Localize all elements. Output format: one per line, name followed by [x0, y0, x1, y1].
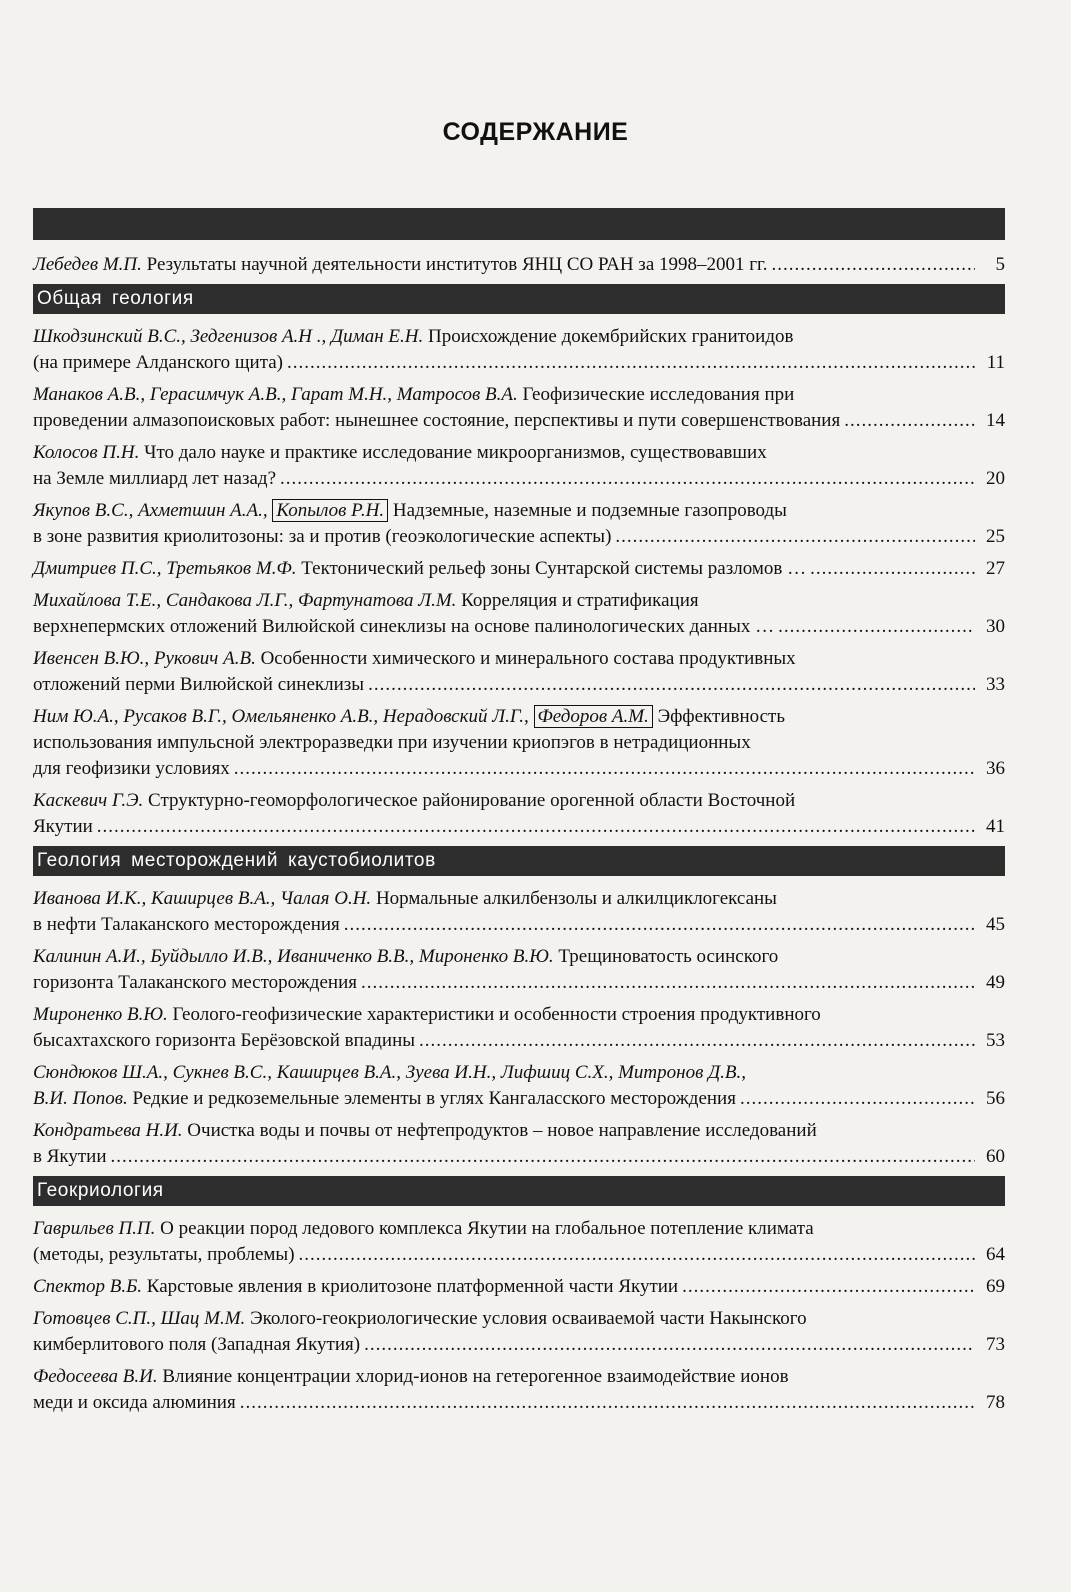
toc-entry-authors: Колосов П.Н. — [33, 442, 140, 463]
toc-entry-title: Что дало науке и практике исследование микроорганизмов, существовавших — [144, 442, 767, 463]
toc-entry[interactable] — [33, 498, 1005, 550]
toc-entry-line — [33, 1274, 1005, 1300]
toc-entry-authors: Михайлова Т.Е., Сандакова Л.Г., Фартунатова Л.М. — [33, 590, 457, 611]
table-of-contents — [33, 252, 1005, 1422]
dot-leader — [844, 408, 975, 434]
toc-entry[interactable] — [33, 1274, 1005, 1300]
toc-entry[interactable] — [33, 556, 1005, 582]
toc-entry-text — [33, 556, 806, 582]
toc-entry-authors: Каскевич Г.Э. — [33, 790, 144, 811]
toc-entry-text — [33, 466, 276, 492]
toc-entry[interactable] — [33, 440, 1005, 492]
toc-entry-text — [33, 498, 787, 524]
toc-entry-text — [33, 1060, 746, 1086]
toc-entry-title: Надземные, наземные и подземные газопроводы — [392, 500, 787, 521]
toc-entry-text — [33, 646, 796, 672]
toc-entry-authors: Ивенсен В.Ю., Рукович А.В. — [33, 648, 256, 669]
toc-entry-title: горизонта Талаканского месторождения — [33, 972, 357, 993]
toc-entry-title: Влияние концентрации хлорид-ионов на гетерогенное взаимодействие ионов — [162, 1366, 789, 1387]
toc-entry-title: О реакции пород ледового комплекса Якутии на глобальное потепление климата — [160, 1218, 814, 1239]
toc-entry-line — [33, 1242, 1005, 1268]
toc-entry-text — [33, 970, 357, 996]
toc-page-number: 60 — [986, 1146, 1005, 1167]
toc-page-number: 14 — [986, 410, 1005, 431]
toc-entry-text — [33, 1086, 736, 1112]
toc-entry-boxed-author: Копылов Р.Н. — [272, 499, 388, 522]
dot-leader — [368, 672, 975, 698]
dot-leader — [111, 1144, 976, 1170]
dot-leader — [344, 912, 975, 938]
toc-entry-line — [33, 1216, 1005, 1242]
toc-entry-boxed-author: Федоров А.М. — [534, 705, 653, 728]
toc-entry-authors: Лебедев М.П. — [33, 254, 142, 275]
toc-entry-line — [33, 1332, 1005, 1358]
section-header: Общая геология — [33, 284, 1005, 314]
toc-entry-authors: Федосеева В.И. — [33, 1366, 158, 1387]
toc-entry-title: на Земле миллиард лет назад? — [33, 468, 277, 489]
toc-entry-line — [33, 814, 1005, 840]
toc-page-number: 25 — [986, 526, 1005, 547]
toc-entry-line — [33, 252, 1005, 278]
dot-leader — [240, 1390, 975, 1416]
toc-page-number: 69 — [986, 1276, 1005, 1297]
toc-entry-title: Структурно-геоморфологическое районирование орогенной области Восточной — [148, 790, 796, 811]
toc-page-number: 56 — [986, 1088, 1005, 1109]
toc-entry-title: Эколого-геокриологические условия осваиваемой части Накынского — [250, 1308, 807, 1329]
toc-entry-line — [33, 440, 1005, 466]
toc-entry-text — [33, 1274, 678, 1300]
toc-page-number: 20 — [986, 468, 1005, 489]
toc-page-number: 36 — [986, 758, 1005, 779]
toc-page-number: 73 — [986, 1334, 1005, 1355]
toc-entry[interactable] — [33, 324, 1005, 376]
toc-entry-title: (методы, результаты, проблемы) — [33, 1244, 295, 1265]
toc-entry-title: верхнепермских отложений Вилюйской синеклизы на основе палинологических данных … — [33, 616, 775, 637]
toc-page-number: 41 — [986, 816, 1005, 837]
toc-entry-text — [33, 704, 785, 730]
toc-entry-authors: Мироненко В.Ю. — [33, 1004, 168, 1025]
toc-entry-line — [33, 912, 1005, 938]
toc-entry-line — [33, 350, 1005, 376]
toc-entry[interactable] — [33, 886, 1005, 938]
toc-entry-title: Очистка воды и почвы от нефтепродуктов – новое направление исследований — [187, 1120, 817, 1141]
toc-entry-text — [33, 944, 778, 970]
toc-entry-title: для геофизики условиях — [33, 758, 230, 779]
toc-entry-line — [33, 324, 1005, 350]
toc-entry-text — [33, 730, 751, 756]
toc-entry-title: Карстовые явления в криолитозоне платформенной части Якутии — [146, 1276, 679, 1297]
toc-entry-line — [33, 1060, 1005, 1086]
toc-entry-line — [33, 1364, 1005, 1390]
toc-entry-text — [33, 382, 794, 408]
toc-entry-line — [33, 614, 1005, 640]
toc-entry-text — [33, 1364, 789, 1390]
toc-page-number: 27 — [986, 558, 1005, 579]
toc-entry-title: Геолого-геофизические характеристики и особенности строения продуктивного — [172, 1004, 821, 1025]
toc-entry-authors: Манаков А.В., Герасимчук А.В., Гарат М.Н., Матросов В.А. — [33, 384, 518, 405]
toc-entry[interactable] — [33, 944, 1005, 996]
dot-leader — [419, 1028, 975, 1054]
toc-entry-text — [33, 1144, 107, 1170]
toc-entry[interactable] — [33, 1060, 1005, 1112]
toc-entry[interactable] — [33, 1364, 1005, 1416]
toc-entry-title: бысахтахского горизонта Берёзовской впадины — [33, 1030, 416, 1051]
toc-entry-line — [33, 1086, 1005, 1112]
toc-entry-line — [33, 1118, 1005, 1144]
toc-entry[interactable] — [33, 1118, 1005, 1170]
toc-entry-text — [33, 788, 795, 814]
toc-entry-text — [33, 814, 93, 840]
toc-entry-authors: Дмитриев П.С., Третьяков М.Ф. — [33, 558, 297, 579]
toc-entry-text — [33, 1002, 821, 1028]
toc-entry-title: меди и оксида алюминия — [33, 1392, 236, 1413]
toc-entry-authors: Калинин А.И., Буйдылло И.В., Иваниченко В.В., Мироненко В.Ю. — [33, 946, 554, 967]
dot-leader — [682, 1274, 975, 1300]
dot-leader — [810, 556, 975, 582]
toc-entry-text — [33, 1306, 807, 1332]
dot-leader — [740, 1086, 975, 1112]
toc-entry-title: кимберлитового поля (Западная Якутия) — [33, 1334, 361, 1355]
toc-entry-title: Особенности химического и минерального состава продуктивных — [260, 648, 796, 669]
toc-page-number: 49 — [986, 972, 1005, 993]
toc-entry-text — [33, 324, 794, 350]
toc-entry-authors: Сюндюков Ш.А., Сукнев В.С., Каширцев В.А., Зуева И.Н., Лифшиц С.Х., Митронов Д.В., — [33, 1062, 747, 1083]
toc-entry-text — [33, 1118, 817, 1144]
page-title: СОДЕРЖАНИЕ — [442, 118, 629, 146]
toc-entry-line — [33, 1390, 1005, 1416]
toc-entry[interactable] — [33, 646, 1005, 698]
toc-entry-text — [33, 1390, 236, 1416]
toc-entry[interactable] — [33, 252, 1005, 278]
toc-entry-line — [33, 556, 1005, 582]
toc-entry-title: (на примере Алданского щита) — [33, 352, 283, 373]
toc-entry-title: Корреляция и стратификация — [461, 590, 699, 611]
dot-leader — [299, 1242, 975, 1268]
toc-entry-title: отложений перми Вилюйской синеклизы — [33, 674, 365, 695]
toc-entry-text — [33, 440, 767, 466]
toc-page-number: 53 — [986, 1030, 1005, 1051]
toc-entry-text — [33, 408, 840, 434]
toc-entry-text — [33, 614, 774, 640]
toc-entry-authors: Спектор В.Б. — [33, 1276, 143, 1297]
toc-entry-authors: Иванова И.К., Каширцев В.А., Чалая О.Н. — [33, 888, 372, 909]
toc-entry[interactable] — [33, 1306, 1005, 1358]
toc-entry-line — [33, 382, 1005, 408]
toc-entry-text — [33, 1028, 415, 1054]
toc-entry-line — [33, 886, 1005, 912]
dot-leader — [778, 614, 975, 640]
toc-entry-title: использования импульсной электроразведки при изучении криопэгов в нетрадиционных — [33, 732, 751, 753]
toc-entry-text — [33, 1242, 295, 1268]
toc-entry-line — [33, 1306, 1005, 1332]
toc-entry-text — [33, 1332, 360, 1358]
dot-leader — [280, 466, 975, 492]
toc-entry-title: Редкие и редкоземельные элементы в углях Кангаласского месторождения — [132, 1088, 736, 1109]
toc-entry-title: Нормальные алкилбензолы и алкилциклогексаны — [375, 888, 777, 909]
header-bar — [33, 208, 1005, 240]
toc-entry-text — [33, 912, 340, 938]
toc-page-number: 78 — [986, 1392, 1005, 1413]
toc-page-number: 45 — [986, 914, 1005, 935]
toc-entry-text — [33, 350, 283, 376]
dot-leader — [771, 252, 975, 278]
toc-entry-text — [33, 756, 230, 782]
toc-entry-line — [33, 588, 1005, 614]
toc-entry-line — [33, 466, 1005, 492]
toc-entry-line — [33, 1002, 1005, 1028]
section-header: Геокриология — [33, 1176, 1005, 1206]
toc-page-number: 33 — [986, 674, 1005, 695]
toc-entry-line — [33, 1028, 1005, 1054]
toc-entry-authors: В.И. Попов. — [33, 1088, 128, 1109]
toc-entry-title: в Якутии — [33, 1146, 107, 1167]
toc-entry-title: в нефти Талаканского месторождения — [33, 914, 340, 935]
toc-entry-text — [33, 252, 767, 278]
toc-entry[interactable] — [33, 788, 1005, 840]
toc-entry-title: в зоне развития криолитозоны: за и против (геоэкологические аспекты) — [33, 526, 612, 547]
toc-entry-title: Трещиноватость осинского — [558, 946, 779, 967]
toc-page-number: 64 — [986, 1244, 1005, 1265]
toc-entry-authors: Гаврильев П.П. — [33, 1218, 156, 1239]
toc-entry-title: Геофизические исследования при — [522, 384, 795, 405]
toc-entry-text — [33, 1216, 814, 1242]
toc-entry-title: проведении алмазопоисковых работ: нынешнее состояние, перспективы и пути совершенствования — [33, 410, 841, 431]
toc-entry-line — [33, 756, 1005, 782]
dot-leader — [615, 524, 975, 550]
toc-entry-line — [33, 498, 1005, 524]
toc-entry-line — [33, 646, 1005, 672]
toc-entry-title: Происхождение докембрийских гранитоидов — [427, 326, 794, 347]
toc-entry-line — [33, 408, 1005, 434]
toc-page-number: 30 — [986, 616, 1005, 637]
dot-leader — [287, 350, 975, 376]
toc-entry-line — [33, 672, 1005, 698]
toc-entry-line — [33, 1144, 1005, 1170]
toc-page-number: 11 — [986, 352, 1005, 373]
section-header: Геология месторождений каустобиолитов — [33, 846, 1005, 876]
toc-entry-title: Тектонический рельеф зоны Сунтарской системы разломов … — [301, 558, 807, 579]
toc-entry-line — [33, 944, 1005, 970]
toc-entry-text — [33, 588, 699, 614]
toc-entry[interactable] — [33, 588, 1005, 640]
toc-entry-authors: Кондратьева Н.И. — [33, 1120, 183, 1141]
toc-entry-text — [33, 524, 611, 550]
toc-entry-text — [33, 672, 364, 698]
toc-entry[interactable] — [33, 1216, 1005, 1268]
dot-leader — [97, 814, 975, 840]
toc-entry[interactable] — [33, 1002, 1005, 1054]
toc-entry-title: Результаты научной деятельности институтов ЯНЦ СО РАН за 1998–2001 гг. — [146, 254, 768, 275]
toc-page-number: 5 — [995, 254, 1005, 275]
toc-entry-text — [33, 886, 777, 912]
toc-entry-line — [33, 704, 1005, 730]
toc-entry[interactable] — [33, 382, 1005, 434]
toc-entry-authors: Готовцев С.П., Шац М.М. — [33, 1308, 246, 1329]
toc-entry-authors: Ним Ю.А., Русаков В.Г., Омельяненко А.В., Нерадовский Л.Г., — [33, 706, 529, 727]
toc-entry-line — [33, 524, 1005, 550]
toc-entry-line — [33, 730, 1005, 756]
toc-entry-title: Эффективность — [657, 706, 786, 727]
dot-leader — [361, 970, 975, 996]
toc-entry-title: Якутии — [33, 816, 93, 837]
toc-entry-authors: Шкодзинский В.С., Зедгенизов А.Н ., Диман Е.Н. — [33, 326, 424, 347]
dot-leader — [234, 756, 975, 782]
toc-entry-authors: Якупов В.С., Ахметшин А.А., — [33, 500, 268, 521]
toc-entry[interactable] — [33, 704, 1005, 782]
toc-entry-line — [33, 788, 1005, 814]
toc-entry-line — [33, 970, 1005, 996]
dot-leader — [364, 1332, 975, 1358]
